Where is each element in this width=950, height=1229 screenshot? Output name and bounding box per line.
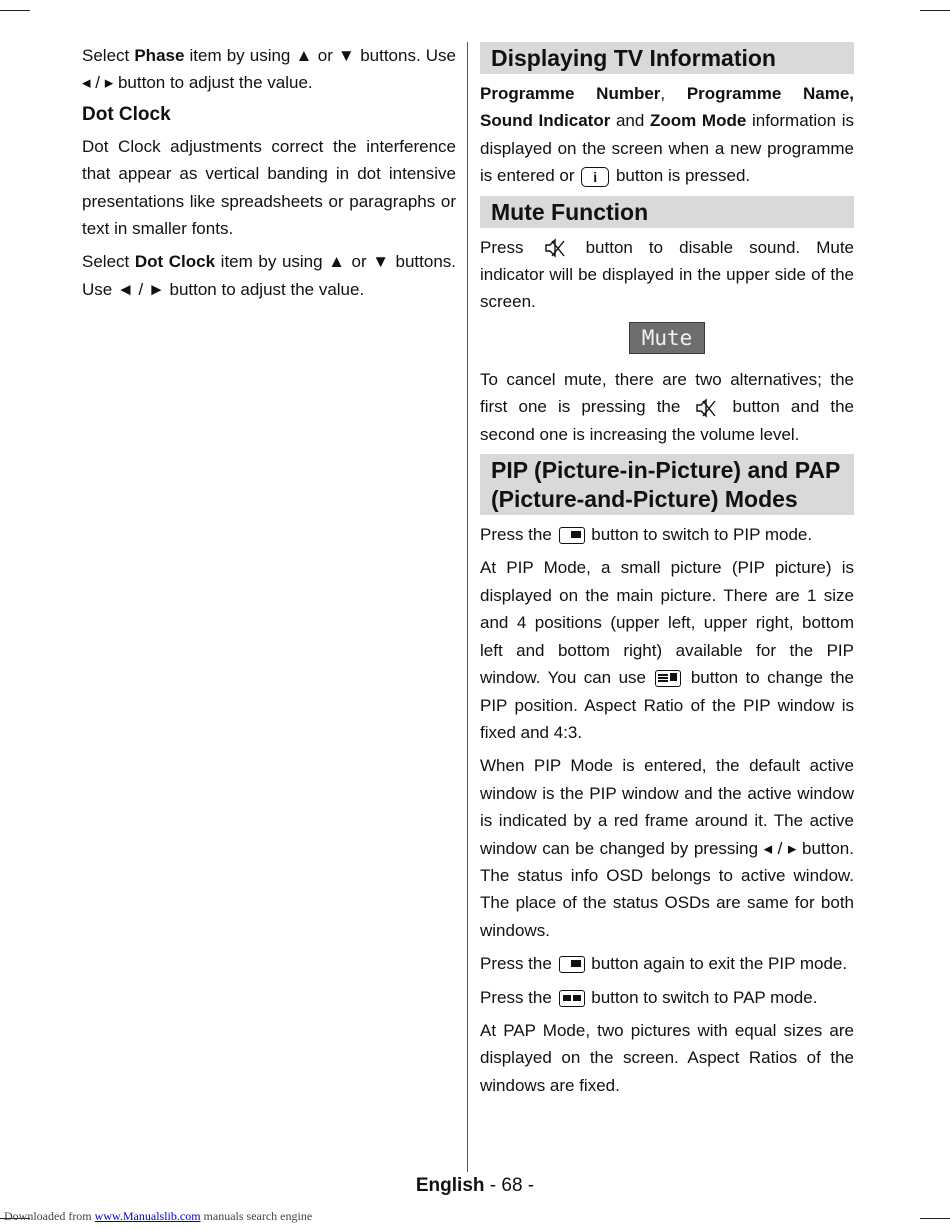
- mute-osd-indicator: Mute: [629, 322, 706, 354]
- dot-clock-description: Dot Clock adjustments correct the interference that appear as vertical banding in dot intensive presentations like spreadsheets or paragraphs or text in smaller fonts.: [82, 136, 456, 239]
- mute-paragraph-1: [480, 234, 854, 316]
- text: Press the: [480, 987, 557, 1007]
- text: and: [610, 111, 650, 131]
- text: button to disable sound. Mute indicator will be displayed in the upper side of the screen.: [480, 237, 855, 312]
- pip-position-button-icon: [655, 670, 681, 687]
- text: button to switch to PAP mode.: [586, 987, 818, 1007]
- footer-language: English: [415, 1175, 485, 1196]
- text: Downloaded from: [4, 1209, 95, 1223]
- crop-mark: [0, 10, 30, 11]
- text: information is displayed on the screen when a new programme is entered or: [480, 111, 854, 186]
- dot-clock-heading: Dot Clock: [82, 103, 171, 125]
- dot-clock-term: Dot Clock: [134, 252, 216, 272]
- mute-paragraph-2: [480, 366, 854, 448]
- text: Select: [82, 252, 135, 272]
- text: item by using ▲ or ▼ buttons. Use ◄ / ► button to adjust the value.: [82, 252, 456, 299]
- text: button is pressed.: [611, 166, 751, 186]
- page-number: - 68 -: [484, 1175, 535, 1196]
- text: button to switch to PIP mode.: [586, 525, 813, 545]
- text: item by using ▲ or ▼ buttons. Use ◂ / ▸ button to adjust the value.: [82, 46, 456, 93]
- pap-paragraph-2: At PAP Mode, two pictures with equal sizes are displayed on the screen. Aspect Ratios of the windows are fixed.: [480, 1020, 854, 1095]
- manualslib-link[interactable]: www.Manualslib.com: [94, 1209, 201, 1223]
- text: At PIP Mode, a small picture (PIP picture) is displayed on the main picture. There are 1 size and 4 positions (upper left, upper right, bottom left and bottom right) available for the PIP window. You can use: [480, 558, 854, 688]
- pip-paragraph-4: [480, 950, 854, 977]
- text: manuals search engine: [200, 1209, 313, 1223]
- info-button-icon: i: [581, 167, 609, 187]
- phase-term: Phase: [134, 46, 185, 65]
- tv-info-heading: Displaying TV Information: [480, 42, 854, 74]
- text: To cancel mute, there are two alternatives; the first one is pressing the: [480, 369, 854, 417]
- pip-paragraph-3: When PIP Mode is entered, the default active window is the PIP window and the active window is indicated by a red frame around it. The active window can be changed by pressing ◂ / ▸ button. The status info OSD belongs to active window. The place of the status OSDs are same for both windows.: [480, 756, 854, 940]
- term: Sound Indicator: [480, 111, 611, 131]
- term: Programme Name,: [686, 84, 854, 103]
- text: button again to exit the PIP mode.: [586, 954, 848, 974]
- column-divider: [467, 42, 468, 1172]
- pip-paragraph-1: [480, 521, 854, 548]
- tv-info-paragraph: [480, 80, 854, 190]
- dot-clock-instruction: [82, 248, 456, 303]
- left-column: [82, 42, 456, 309]
- text: Press the: [480, 954, 557, 974]
- term: Programme Number: [480, 84, 661, 103]
- mute-icon: [544, 238, 566, 258]
- text: button to change the PIP position. Aspect Ratio of the PIP window is fixed and 4:3.: [480, 668, 854, 742]
- pap-paragraph-1: [480, 984, 854, 1011]
- text: ,: [660, 84, 687, 103]
- text: button and the second one is increasing the volume level.: [480, 397, 855, 444]
- crop-mark: [920, 10, 950, 11]
- download-notice: [4, 1209, 312, 1224]
- mute-osd-wrap: [480, 322, 854, 354]
- term: Zoom Mode: [650, 111, 747, 131]
- pip-button-icon: [559, 956, 585, 973]
- text: Press the: [480, 525, 557, 545]
- pip-button-icon: [559, 527, 585, 544]
- pip-paragraph-2: [480, 554, 854, 746]
- text: Select: [82, 46, 135, 65]
- crop-mark: [920, 1218, 950, 1219]
- text: Press: [480, 237, 540, 257]
- mute-icon: [695, 398, 717, 418]
- right-column: [480, 42, 854, 1105]
- pap-button-icon: [559, 990, 585, 1007]
- page-footer: [0, 1175, 950, 1197]
- mute-heading: Mute Function: [480, 196, 854, 228]
- pip-pap-heading: PIP (Picture-in-Picture) and PAP (Picture-and-Picture) Modes: [480, 454, 854, 515]
- phase-paragraph: [82, 42, 456, 97]
